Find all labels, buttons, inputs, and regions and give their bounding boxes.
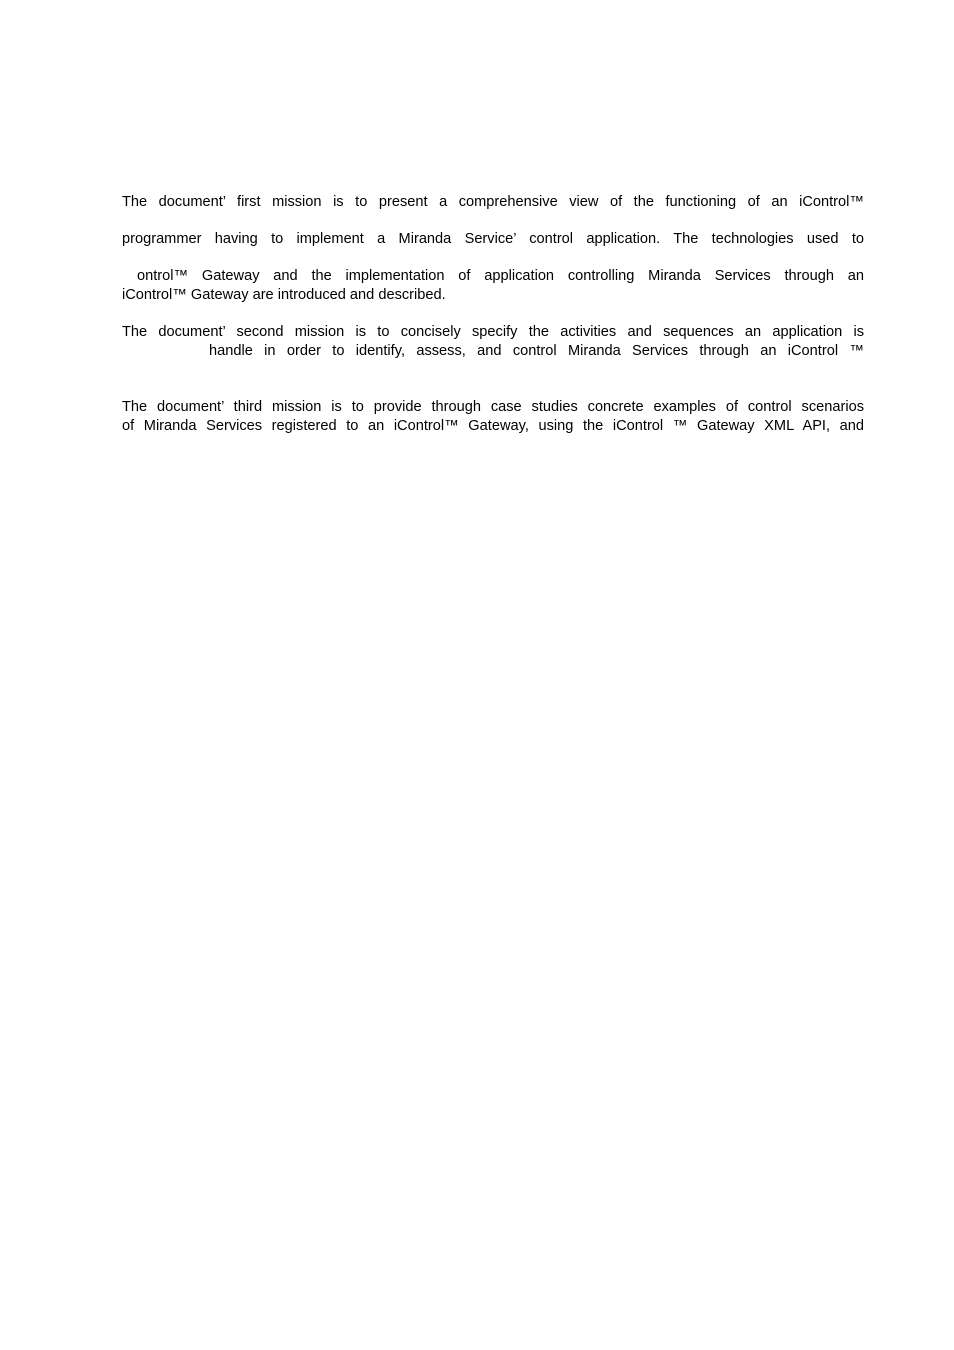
paragraph-3-line-1: ontrol™ Gateway and the implementation of application controlling Miranda Services through an bbox=[137, 268, 864, 284]
paragraph-4-line-1: The document’ second mission is to concisely specify the activities and sequences an application is bbox=[122, 324, 864, 340]
paragraph-2-line-1: programmer having to implement a Miranda Service’ control application. The technologies used to bbox=[122, 231, 864, 247]
paragraph-1-line-1: The document’ first mission is to present a comprehensive view of the functioning of an iControl™ bbox=[122, 194, 864, 210]
paragraph-5-line-2: of Miranda Services registered to an iControl™ Gateway, using the iControl ™ Gateway XML API, and bbox=[122, 418, 864, 434]
paragraph-4-line-2: handle in order to identify, assess, and control Miranda Services through an iControl ™ bbox=[209, 343, 864, 359]
paragraph-3-line-2: iControl™ Gateway are introduced and described. bbox=[122, 287, 446, 303]
paragraph-5-line-1: The document’ third mission is to provide through case studies concrete examples of control scenarios bbox=[122, 399, 864, 415]
